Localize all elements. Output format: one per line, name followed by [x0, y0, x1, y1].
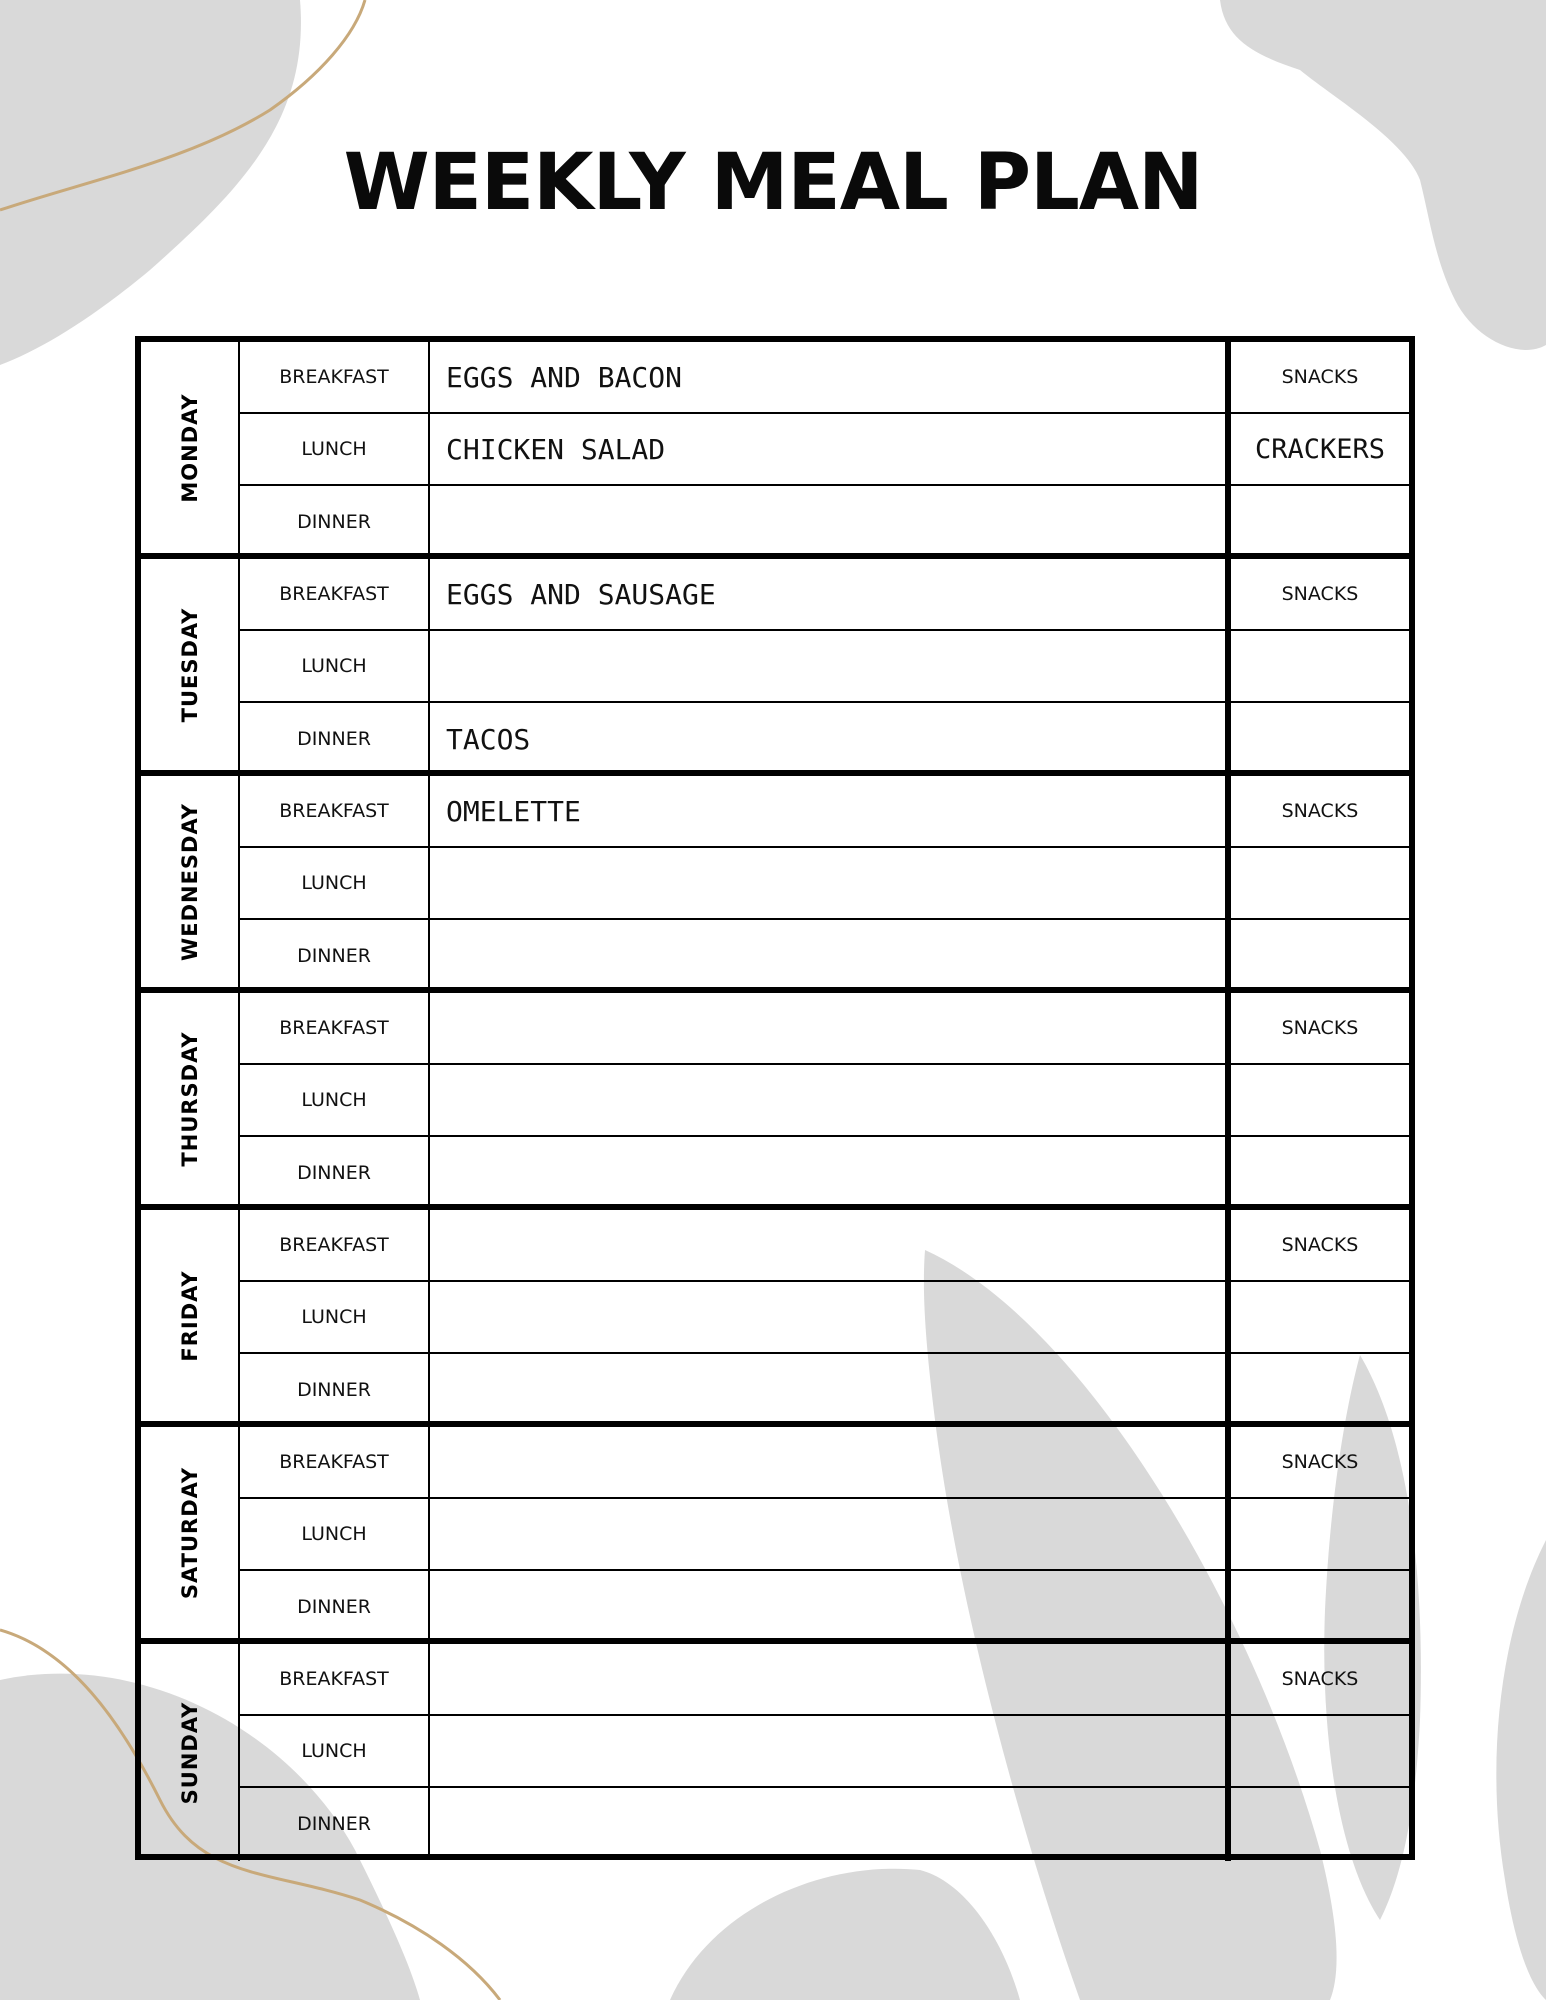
- meal-label-lunch: LUNCH: [240, 414, 430, 484]
- snacks-label: SNACKS: [1281, 1451, 1359, 1473]
- snacks-header: [1231, 993, 1409, 1065]
- snacks-column: [1225, 1427, 1409, 1638]
- meal-label-breakfast: BREAKFAST: [240, 1644, 430, 1714]
- meal-label-lunch: LUNCH: [240, 1716, 430, 1786]
- snacks-header: [1231, 1210, 1409, 1282]
- snacks-label: SNACKS: [1281, 1234, 1359, 1256]
- snacks-header: [1231, 342, 1409, 414]
- snack-entry[interactable]: [1231, 920, 1409, 992]
- meal-entry-breakfast[interactable]: OMELETTE: [446, 794, 581, 828]
- day-name-cell: [141, 776, 240, 987]
- leaf-right-edge: [1496, 1540, 1546, 2000]
- meal-entry-breakfast[interactable]: EGGS AND BACON: [446, 360, 683, 394]
- snack-entry[interactable]: [1231, 1716, 1409, 1788]
- meal-label-breakfast: BREAKFAST: [240, 342, 430, 412]
- meal-label-dinner: DINNER: [240, 486, 430, 558]
- snack-entry[interactable]: [1231, 848, 1409, 920]
- day-block-wednesday: [141, 776, 1409, 993]
- meal-entry-breakfast[interactable]: [430, 1427, 1225, 1497]
- snacks-header: [1231, 559, 1409, 631]
- page-title: WEEKLY MEAL PLAN: [343, 138, 1203, 228]
- meal-label-dinner: DINNER: [240, 920, 430, 992]
- day-name-cell: [141, 1210, 240, 1421]
- meal-label-dinner: DINNER: [240, 703, 430, 775]
- meal-entry-dinner[interactable]: [430, 1571, 1225, 1643]
- snacks-header: [1231, 1644, 1409, 1716]
- snack-entry[interactable]: [1231, 631, 1409, 703]
- meal-label-lunch: LUNCH: [240, 848, 430, 918]
- snacks-column: [1225, 993, 1409, 1204]
- meal-entry-lunch[interactable]: [430, 1716, 1225, 1786]
- day-name-label: SUNDAY: [177, 1701, 202, 1804]
- day-block-saturday: [141, 1427, 1409, 1644]
- snacks-label: SNACKS: [1281, 366, 1359, 388]
- meal-label-dinner: DINNER: [240, 1354, 430, 1426]
- day-name-label: TUESDAY: [177, 607, 202, 722]
- meal-label-lunch: LUNCH: [240, 1282, 430, 1352]
- snack-entry[interactable]: [1231, 1065, 1409, 1137]
- meal-entry-breakfast[interactable]: [430, 993, 1225, 1063]
- snack-entry[interactable]: [1231, 486, 1409, 558]
- meal-label-dinner: DINNER: [240, 1137, 430, 1209]
- meal-entry-dinner[interactable]: [430, 920, 1225, 992]
- meal-label-breakfast: BREAKFAST: [240, 559, 430, 629]
- meal-label-dinner: DINNER: [240, 1571, 430, 1643]
- meal-entry-dinner[interactable]: [430, 486, 1225, 558]
- meal-entry-breakfast[interactable]: [430, 1210, 1225, 1280]
- snacks-label: SNACKS: [1281, 583, 1359, 605]
- snack-entry[interactable]: [1231, 703, 1409, 775]
- meal-label-breakfast: BREAKFAST: [240, 1427, 430, 1497]
- snacks-label: SNACKS: [1281, 1017, 1359, 1039]
- snacks-column: [1225, 1210, 1409, 1421]
- day-block-thursday: [141, 993, 1409, 1210]
- snacks-column: [1225, 342, 1409, 553]
- meal-label-lunch: LUNCH: [240, 1499, 430, 1569]
- day-name-cell: [141, 342, 240, 553]
- snacks-header: [1231, 776, 1409, 848]
- snacks-label: SNACKS: [1281, 800, 1359, 822]
- day-name-label: MONDAY: [177, 392, 202, 503]
- snack-entry[interactable]: [1231, 1788, 1409, 1860]
- snack-text: CRACKERS: [1254, 433, 1386, 465]
- meal-label-lunch: LUNCH: [240, 1065, 430, 1135]
- meal-entry-breakfast[interactable]: [430, 1644, 1225, 1714]
- meal-entry-lunch[interactable]: [430, 1282, 1225, 1352]
- day-block-tuesday: [141, 559, 1409, 776]
- day-block-sunday: [141, 1644, 1409, 1861]
- meal-label-breakfast: BREAKFAST: [240, 1210, 430, 1280]
- day-name-cell: [141, 559, 240, 770]
- snacks-header: [1231, 1427, 1409, 1499]
- snacks-column: [1225, 776, 1409, 987]
- day-name-cell: [141, 1644, 240, 1861]
- leaf-bottom-center: [670, 1869, 1020, 2000]
- meal-entry-lunch[interactable]: [430, 1499, 1225, 1569]
- meal-entry-lunch[interactable]: CHICKEN SALAD: [446, 432, 666, 466]
- meal-entry-dinner[interactable]: TACOS: [446, 722, 531, 756]
- snack-entry[interactable]: [1231, 1571, 1409, 1643]
- meal-label-dinner: DINNER: [240, 1788, 430, 1860]
- snack-entry[interactable]: [1231, 1499, 1409, 1571]
- snacks-column: [1225, 1644, 1409, 1861]
- meal-label-lunch: LUNCH: [240, 631, 430, 701]
- snack-entry[interactable]: [1231, 414, 1409, 486]
- meal-entry-lunch[interactable]: [430, 1065, 1225, 1135]
- day-block-monday: [141, 342, 1409, 559]
- day-name-label: THURSDAY: [177, 1030, 202, 1167]
- snacks-label: SNACKS: [1281, 1668, 1359, 1690]
- meal-entry-dinner[interactable]: [430, 1788, 1225, 1860]
- meal-entry-breakfast[interactable]: EGGS AND SAUSAGE: [446, 577, 716, 611]
- meal-plan-table: [135, 336, 1415, 1860]
- day-name-label: FRIDAY: [177, 1269, 202, 1362]
- snack-entry[interactable]: [1231, 1282, 1409, 1354]
- meal-label-breakfast: BREAKFAST: [240, 993, 430, 1063]
- snack-entry[interactable]: [1231, 1137, 1409, 1209]
- snacks-column: [1225, 559, 1409, 770]
- day-name-cell: [141, 1427, 240, 1638]
- day-block-friday: [141, 1210, 1409, 1427]
- meal-entry-dinner[interactable]: [430, 1137, 1225, 1209]
- meal-entry-lunch[interactable]: [430, 631, 1225, 701]
- snack-entry[interactable]: [1231, 1354, 1409, 1426]
- meal-entry-lunch[interactable]: [430, 848, 1225, 918]
- day-name-label: SATURDAY: [177, 1466, 202, 1599]
- meal-entry-dinner[interactable]: [430, 1354, 1225, 1426]
- day-name-label: WEDNESDAY: [177, 802, 202, 961]
- day-name-cell: [141, 993, 240, 1204]
- meal-label-breakfast: BREAKFAST: [240, 776, 430, 846]
